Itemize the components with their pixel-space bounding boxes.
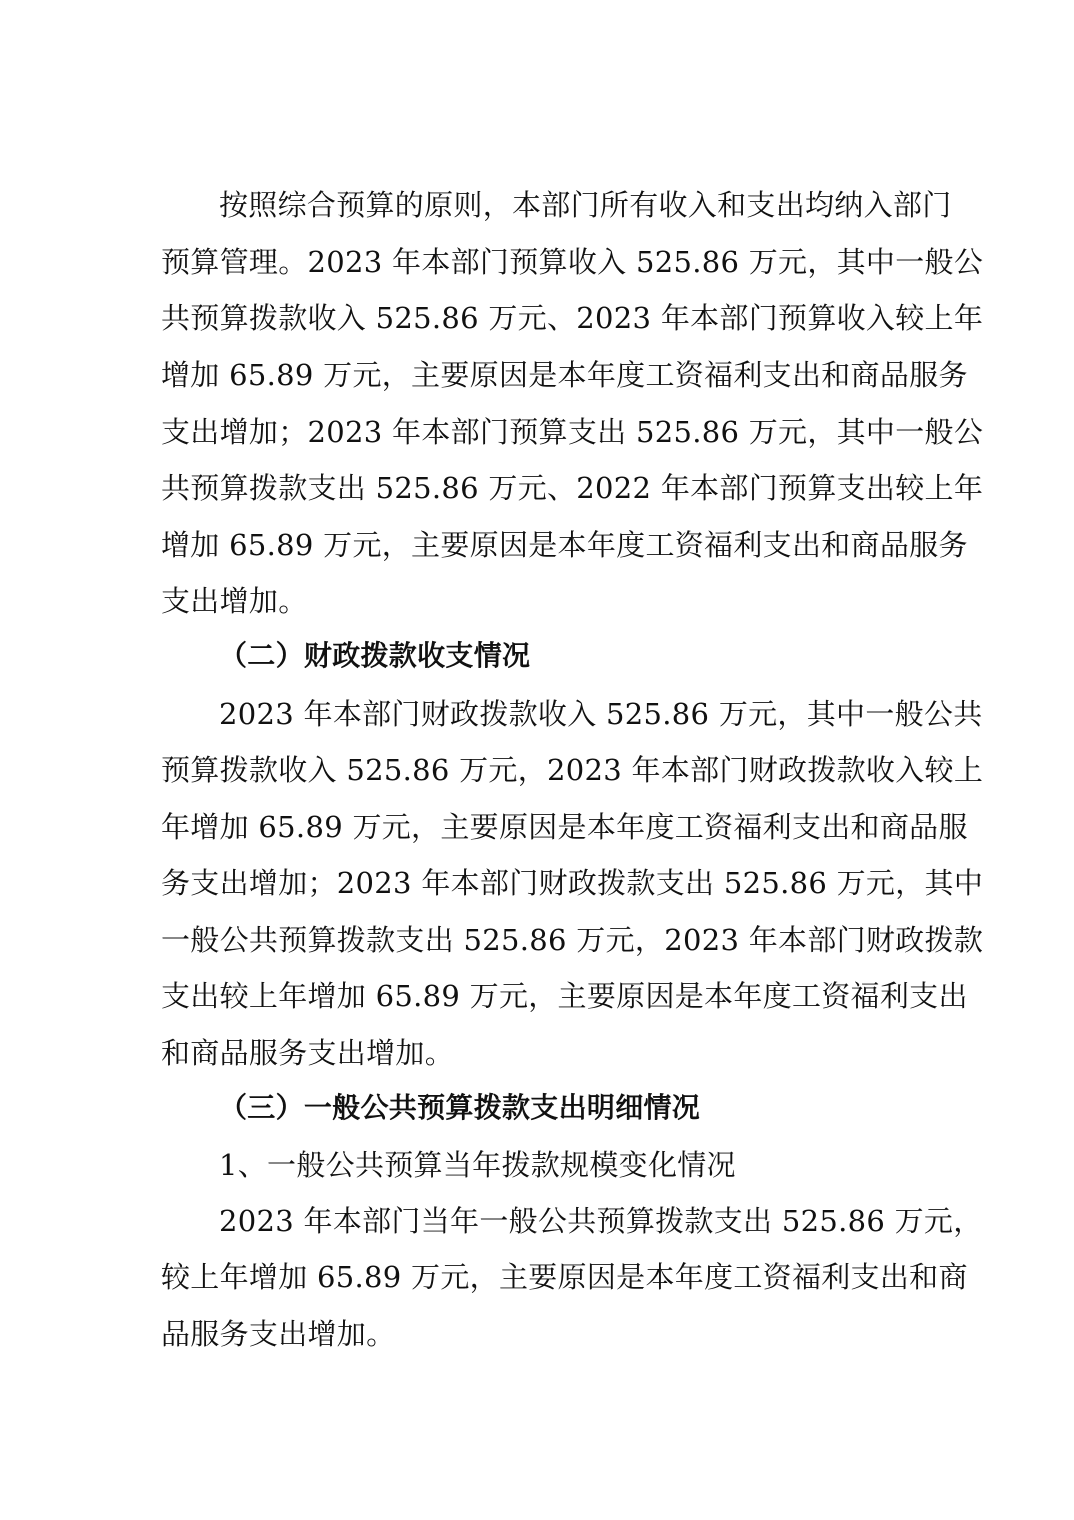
paragraph-line: 2023 年本部门财政拨款收入 525.86 万元，其中一般公共 bbox=[219, 697, 983, 731]
paragraph-line: 增加 65.89 万元，主要原因是本年度工资福利支出和商品服务 bbox=[161, 528, 968, 562]
paragraph-line: 一般公共预算拨款支出 525.86 万元，2023 年本部门财政拨款 bbox=[161, 923, 984, 957]
paragraph-line: 和商品服务支出增加。 bbox=[161, 1036, 455, 1070]
paragraph-line: 务支出增加；2023 年本部门财政拨款支出 525.86 万元，其中 bbox=[161, 866, 984, 900]
section-heading: （二）财政拨款收支情况 bbox=[219, 639, 531, 672]
paragraph-line: 支出较上年增加 65.89 万元，主要原因是本年度工资福利支出 bbox=[161, 979, 968, 1013]
paragraph-line: 品服务支出增加。 bbox=[161, 1317, 396, 1351]
paragraph-line: 按照综合预算的原则，本部门所有收入和支出均纳入部门 bbox=[219, 188, 952, 222]
paragraph-line: 预算拨款收入 525.86 万元，2023 年本部门财政拨款收入较上 bbox=[161, 753, 984, 787]
paragraph-line: 较上年增加 65.89 万元，主要原因是本年度工资福利支出和商 bbox=[161, 1260, 968, 1294]
paragraph-line: 预算管理。2023 年本部门预算收入 525.86 万元，其中一般公 bbox=[161, 245, 984, 279]
paragraph-line: 共预算拨款支出 525.86 万元、2022 年本部门预算支出较上年 bbox=[161, 471, 984, 505]
paragraph-line: 增加 65.89 万元，主要原因是本年度工资福利支出和商品服务 bbox=[161, 358, 968, 392]
subsection-heading: 1、一般公共预算当年拨款规模变化情况 bbox=[219, 1148, 736, 1182]
paragraph-line: 支出增加；2023 年本部门预算支出 525.86 万元，其中一般公 bbox=[161, 415, 984, 449]
paragraph-line: 支出增加。 bbox=[161, 584, 308, 618]
paragraph-line: 年增加 65.89 万元，主要原因是本年度工资福利支出和商品服 bbox=[161, 810, 968, 844]
section-heading: （三）一般公共预算拨款支出明细情况 bbox=[219, 1091, 701, 1124]
paragraph-line: 2023 年本部门当年一般公共预算拨款支出 525.86 万元， bbox=[219, 1204, 983, 1238]
paragraph-line: 共预算拨款收入 525.86 万元、2023 年本部门预算收入较上年 bbox=[161, 301, 984, 335]
